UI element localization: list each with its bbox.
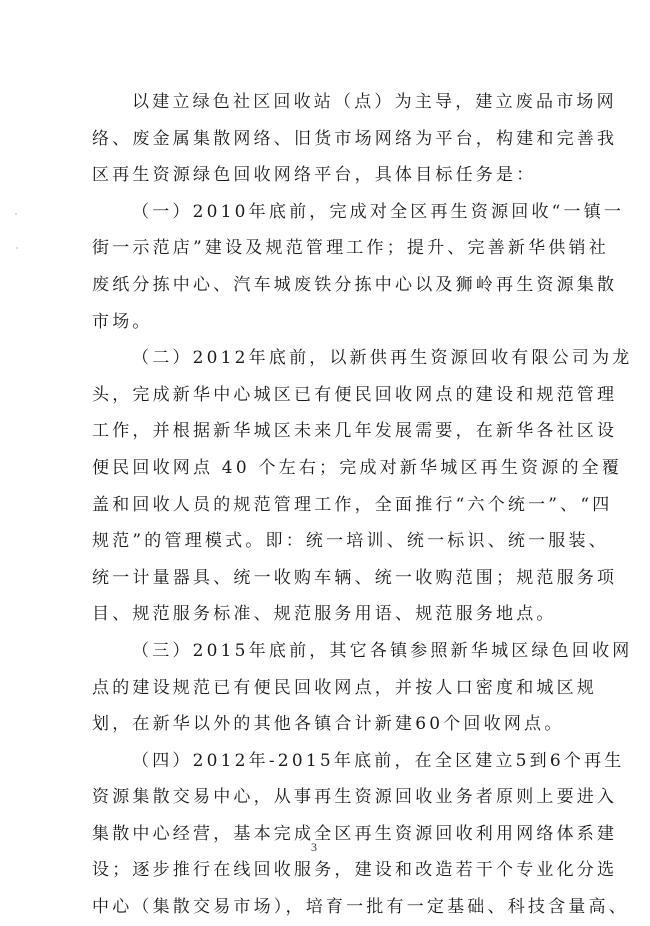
text-line: 街一示范店”建设及规范管理工作；提升、完善新华供销社 — [92, 238, 609, 259]
text-line: 废纸分拣中心、汽车城废铁分拣中心以及狮岭再生资源集散 — [92, 274, 618, 295]
paragraph-first-line: 以建立绿色社区回收站（点）为主导，建立废品市场网 — [132, 92, 617, 112]
text-line: 络、废金属集散网络、旧货市场网络为平台，构建和完善我 — [92, 128, 618, 149]
text-line: 统一计量器具、统一收购车辆、统一收购范围；规范服务项 — [92, 567, 618, 588]
text-line: 设；逐步推行在线回收服务，建设和改造若干个专业化分选 — [92, 860, 618, 881]
page-number: 3 — [311, 840, 317, 854]
text-line: 便民回收网点 40 个左右；完成对新华城区再生资源的全覆 — [92, 457, 623, 478]
scan-artifact — [15, 213, 17, 215]
text-line: 区再生资源绿色回收网络平台，具体目标任务是： — [92, 165, 537, 186]
text-line: 市场。 — [92, 311, 153, 332]
text-line: 规范”的管理模式。即：统一培训、统一标识、统一服装、 — [92, 531, 609, 552]
text-line: 目、规范服务标准、规范服务用语、规范服务地点。 — [92, 604, 557, 625]
scan-artifact — [16, 247, 18, 249]
text-line: 中心（集散交易市场），培育一批有一定基础、科技含量高、 — [92, 897, 629, 918]
paragraph-first-line: （一）2010年底前，完成对全区再生资源回收“一镇一 — [132, 201, 625, 222]
paragraph-first-line: （三）2015年底前，其它各镇参照新华城区绿色回收网 — [132, 640, 633, 661]
text-line: 集散中心经营，基本完成全区再生资源回收利用网络体系建 — [92, 823, 618, 844]
paragraph-first-line: （二）2012年底前，以新供再生资源回收有限公司为龙 — [132, 348, 633, 369]
text-line: 盖和回收人员的规范管理工作，全面推行“六个统一”、“四 — [92, 494, 613, 515]
document-body — [92, 84, 633, 926]
text-line: 划，在新华以外的其他各镇合计新建60个回收网点。 — [92, 714, 565, 735]
paragraph-first-line: （四）2012年-2015年底前，在全区建立5到6个再生 — [132, 750, 625, 771]
text-line: 工作，并根据新华城区未来几年发展需要，在新华各社区设 — [92, 421, 618, 442]
text-line: 资源集散交易中心，从事再生资源回收业务者原则上要进入 — [92, 787, 618, 808]
text-line: 点的建设规范已有便民回收网点，并按人口密度和城区规 — [92, 677, 597, 698]
text-line: 头，完成新华中心城区已有便民回收网点的建设和规范管理 — [92, 384, 618, 405]
